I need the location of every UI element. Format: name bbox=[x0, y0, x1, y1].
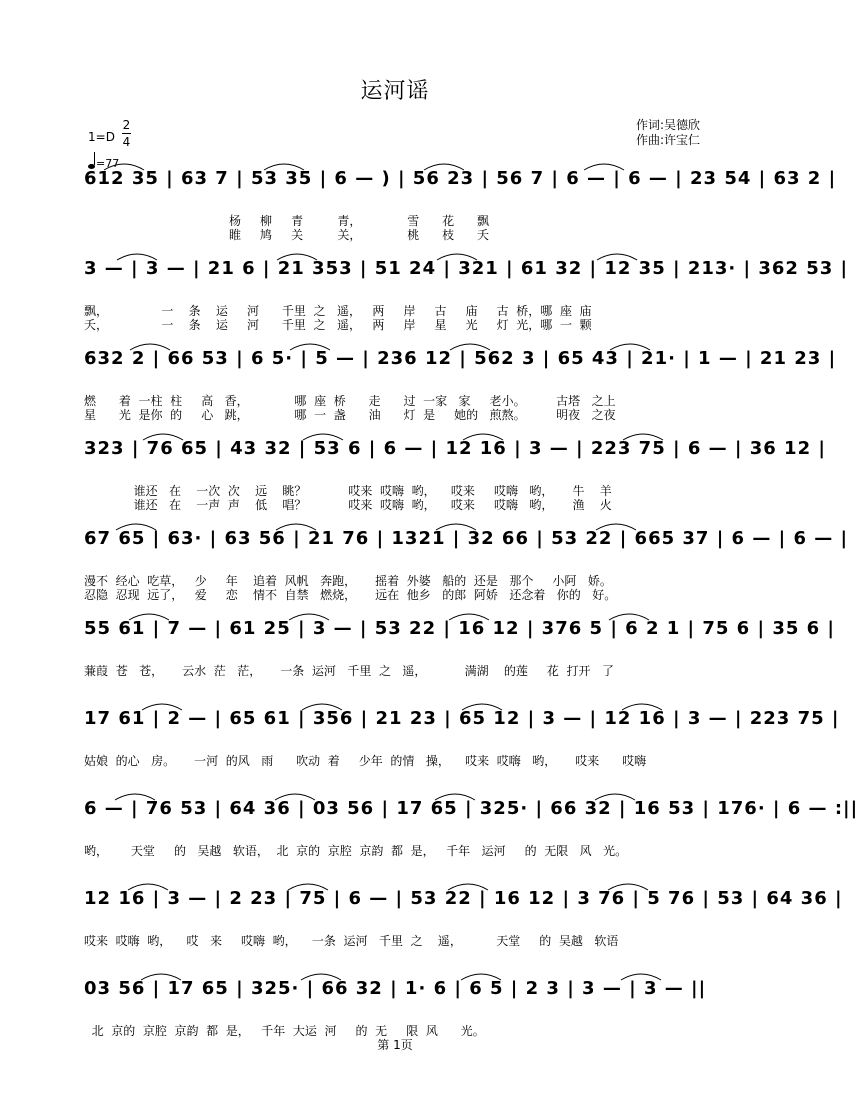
notation-line: 67 65 | 63· | 63 56 | 21 76 | 1321 | 32 66 | 53 22 | 665 37 | 6 — | 6 — | bbox=[84, 528, 849, 549]
lyric-line-1: 蒹葭 苍 苍， 云水 茫 茫， 一条 运河 千里 之 遥， 满湖 的莲 花 打开 了 bbox=[84, 664, 614, 678]
lyric-line-2: 睢 鸠 关 关， 桃 枝 夭 bbox=[84, 228, 489, 242]
score-system bbox=[84, 700, 840, 786]
lyric-line-1: 哎来 哎嗨 哟， 哎 来 哎嗨 哟， 一条 运河 千里 之 遥， 天堂 的 吴越 软语 bbox=[84, 934, 619, 948]
lyric-line-1: 谁还 在 一次 次 远 眺？ 哎来 哎嗨 哟， 哎来 哎嗨 哟， 牛 羊 bbox=[84, 484, 612, 498]
lyricist-credit: 作词:吴德欣 bbox=[636, 118, 701, 132]
notation-line: 12 16 | 3 — | 2 23 | 75 | 6 — | 53 22 | 16 12 | 3 76 | 5 76 | 53 | 64 36 | bbox=[84, 888, 843, 909]
notation-line: 17 61 | 2 — | 65 61 | 356 | 21 23 | 65 12 | 3 — | 12 16 | 3 — | 223 75 | bbox=[84, 708, 840, 729]
lyric-line-1: 姑娘 的心 房。 一河 的风 雨 吹动 着 少年 的情 操， 哎来 哎嗨 哟， 哎来 哎嗨 bbox=[84, 754, 647, 768]
lyric-line-2: 忍隐 忍现 远了， 爱 恋 情不 自禁 燃烧， 远在 他乡 的郎 阿娇 还念着 你的 好。 bbox=[84, 588, 617, 602]
tempo-value: =77 bbox=[96, 157, 120, 170]
lyric-line-2: 夭， 一 条 运 河 千里 之 遥， 两 岸 星 光 灯 光，哪 一 颗 bbox=[84, 318, 592, 332]
notation-line: 03 56 | 17 65 | 325· | 66 32 | 1· 6 | 6 5 | 2 3 | 3 — | 3 — || bbox=[84, 978, 707, 999]
score-system bbox=[84, 790, 858, 876]
composer-credit: 作曲:许宝仁 bbox=[636, 133, 701, 147]
score-system bbox=[84, 340, 837, 426]
song-title: 运河谣 bbox=[360, 79, 430, 104]
notation-line: 632 2 | 66 53 | 6 5· | 5 — | 236 12 | 562 3 | 65 43 | 21· | 1 — | 21 23 | bbox=[84, 348, 837, 369]
notation-line: 55 61 | 7 — | 61 25 | 3 — | 53 22 | 16 12 | 376 5 | 6 2 1 | 75 6 | 35 6 | bbox=[84, 618, 835, 639]
lyric-line-1: 杨 柳 青 青， 雪 花 飘 bbox=[84, 214, 489, 228]
notation-line: 323 | 76 65 | 43 32 | 53 6 | 6 — | 12 16 | 3 — | 223 75 | 6 — | 36 12 | bbox=[84, 438, 826, 459]
score-system bbox=[84, 610, 835, 696]
lyric-line-1: 哟， 天堂 的 吴越 软语， 北 京的 京腔 京韵 都 是， 千年 运河 的 无限 风 光。 bbox=[84, 844, 628, 858]
credits bbox=[636, 118, 700, 148]
lyric-line-1: 北 京的 京腔 京韵 都 是， 千年 大运 河 的 无 限 风 光。 bbox=[84, 1024, 485, 1038]
lyric-line-1: 飘， 一 条 运 河 千里 之 遥， 两 岸 古 庙 古 桥，哪 座 庙 bbox=[84, 304, 592, 318]
score-system bbox=[84, 520, 849, 606]
lyric-line-1: 漫不 经心 吃草， 少 年 追着 风帆 奔跑， 摇着 外婆 船的 还是 那个 小阿 娇。 bbox=[84, 574, 612, 588]
score-system bbox=[84, 880, 843, 966]
notation-line: 612 35 | 63 7 | 53 35 | 6 — ) | 56 23 | 56 7 | 6 — | 6 — | 23 54 | 63 2 | bbox=[84, 168, 837, 189]
score-system bbox=[84, 250, 849, 336]
score-system bbox=[84, 160, 837, 246]
notation-line: 6 — | 76 53 | 64 36 | 03 56 | 17 65 | 325· | 66 32 | 16 53 | 176· | 6 — :|| bbox=[84, 798, 858, 819]
score-system bbox=[84, 430, 826, 516]
page-footer: 第 1页 bbox=[377, 1038, 413, 1052]
lyric-line-1: 燃 着 一柱 柱 高 香， 哪 座 桥 走 过 一家 家 老小。 古塔 之上 bbox=[84, 394, 616, 408]
lyric-line-2: 谁还 在 一声 声 低 唱？ 哎来 哎嗨 哟， 哎来 哎嗨 哟， 渔 火 bbox=[84, 498, 612, 512]
time-signature-top: 2 bbox=[122, 118, 131, 132]
key-signature: 1=D bbox=[88, 130, 115, 144]
notation-line: 3 — | 3 — | 21 6 | 21 353 | 51 24 | 321 | 61 32 | 12 35 | 213· | 362 53 | bbox=[84, 258, 849, 279]
lyric-line-2: 星 光 是你 的 心 跳， 哪 一 盏 油 灯 是 她的 煎熬。 明夜 之夜 bbox=[84, 408, 616, 422]
time-signature-bar bbox=[122, 133, 131, 134]
time-signature bbox=[122, 118, 131, 149]
time-signature-bottom: 4 bbox=[122, 135, 131, 149]
